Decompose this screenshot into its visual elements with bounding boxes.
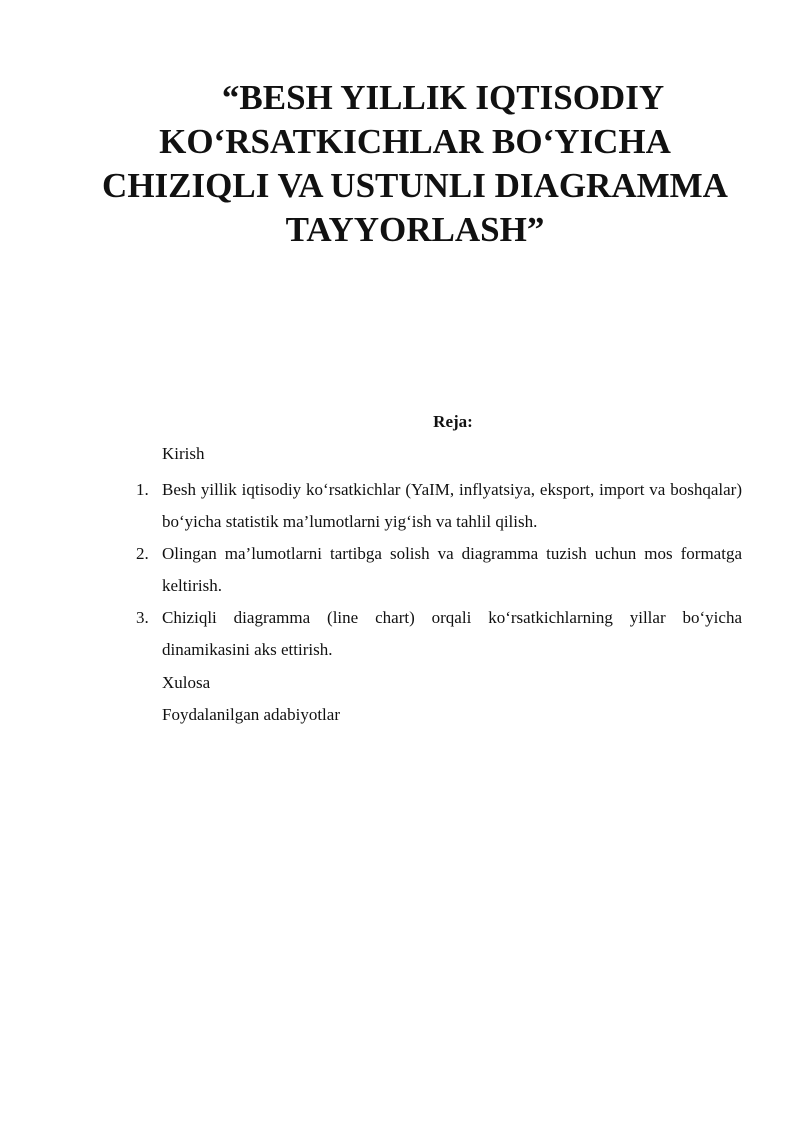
plan-item-number: 2. [136,544,149,563]
plan-item-text: Olingan ma’lumotlarni tartibga solish va diagramma tuzish uchun mos formatga keltirish. [162,544,742,595]
plan-list [136,474,742,666]
plan-item [136,538,742,602]
title-line-3: CHIZIQLI VA USTUNLI DIAGRAMMA [102,166,728,205]
plan-heading: Reja: [433,412,473,431]
title-line-1: “BESH YILLIK IQTISODIY [221,78,665,117]
plan-conclusion: Xulosa [162,673,211,692]
title-line-4: TAYYORLASH” [285,210,545,249]
plan-item-text: Chiziqli diagramma (line chart) orqali ko‘rsatkichlarning yillar bo‘yicha dinamikasini aks ettirish. [162,608,742,659]
plan-intro: Kirish [162,444,205,463]
plan-item [136,602,742,666]
title-line-2: KO‘RSATKICHLAR BO‘YICHA [159,122,671,161]
plan-item [136,474,742,538]
plan-references: Foydalanilgan adabiyotlar [162,705,340,724]
plan-item-number: 1. [136,480,149,499]
document-title [90,76,740,252]
plan-item-text: Besh yillik iqtisodiy ko‘rsatkichlar (YaIM, inflyatsiya, eksport, import va boshqalar) bo‘yicha statistik ma’lumotlarni yig‘ish va tahlil qilish. [162,480,742,531]
plan-item-number: 3. [136,608,149,627]
